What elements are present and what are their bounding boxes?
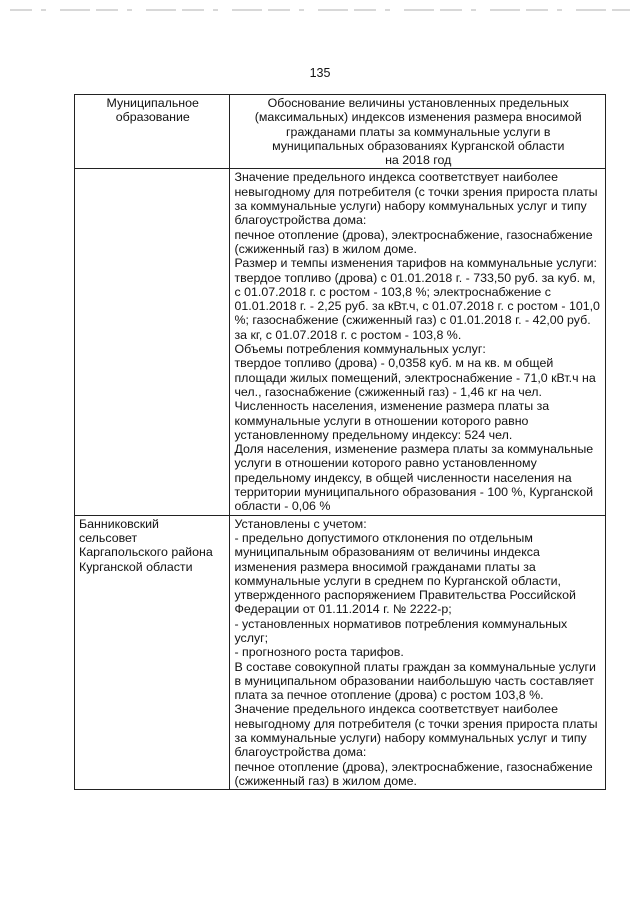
municipality-name-line: сельсовет [79, 530, 138, 545]
municipality-name-line: Банниковский [79, 516, 159, 531]
header-line: гражданами платы за коммунальные услуги в [286, 124, 551, 139]
municipality-name-line: Курганской области [79, 559, 193, 574]
row2-paragraph: Установлены с учетом: [234, 516, 367, 531]
row1-paragraph: твердое топливо (дрова) - 0,0358 куб. м на кв. м общей площади жилых помещений, электроснабжение - 71,0 кВт.ч на чел., газоснабжение (сжиженный газ) - 1,46 кг на чел. [234, 356, 596, 399]
row1-municipality-cell [75, 169, 230, 515]
row2-paragraph: Значение предельного индекса соответствует наиболее невыгодному для потребителя (с точки зрения прироста платы за коммунальные услуги) набору коммунальных услуг и типу благоустройства дома: [234, 702, 598, 760]
row1-justification-cell [230, 169, 606, 515]
row1-paragraph: твердое топливо (дрова) с 01.01.2018 г. - 733,50 руб. за куб. м, с 01.07.2018 г. с ростом - 103,8 %; электроснабжение с 01.01.2018 г. - 2,25 руб. за кВт.ч, с 01.07.2018 г. с ростом - 101,0 %; газоснабжение (сжиженный газ) с 01.01.2018 г. - 42,00 руб. за кг, с 01.07.2018 г. с ростом - 103,8 %. [234, 270, 600, 342]
row2-paragraph: печное отопление (дрова), электроснабжение, газоснабжение (сжиженный газ) в жилом доме. [234, 759, 593, 788]
row1-paragraph: Объемы потребления коммунальных услуг: [234, 342, 486, 357]
row1-paragraph: Доля населения, изменение размера платы за коммунальные услуги в отношении которого равно установленному предельному индексу, в общей численности населения на территории муниципального образования - 100 %, Курганской области - 0,06 % [234, 442, 594, 514]
header-justification [230, 95, 606, 169]
row1-paragraph: Значение предельного индекса соответствует наиболее невыгодному для потребителя (с точки зрения прироста платы за коммунальные услуги) набору коммунальных услуг и типу благоустройства дома: [234, 170, 598, 228]
row2-paragraph: В составе совокупной платы граждан за коммунальные услуги в муниципальном образовании наибольшую часть составляет плата за печное отопление (дрова) с ростом 103,8 %. [234, 659, 596, 703]
row2-municipality-cell [75, 515, 230, 790]
header-line: муниципальных образованиях Курганской области [272, 138, 565, 153]
header-municipality: Муниципальное образование [75, 95, 230, 169]
table-row [75, 515, 606, 790]
table-row [75, 169, 606, 515]
header-line: (максимальных) индексов изменения размера вносимой [254, 110, 582, 125]
page-number: 135 [309, 66, 331, 80]
justification-table [74, 94, 606, 790]
header-line: на 2018 год [385, 153, 452, 168]
row2-paragraph: - предельно допустимого отклонения по отдельным муниципальным образованиям от величины индекса изменения размера вносимой гражданами платы за коммунальные услуги в среднем по Курганской области, утвержденного распоряжением Правительства Российской Федерации от 01.11.2014 г. № 2222-р; [234, 530, 576, 617]
table-header-row [75, 95, 606, 169]
municipality-name-line: Каргапольского района [79, 545, 213, 560]
scan-artifact-top-border [0, 6, 640, 18]
row1-paragraph: Размер и темпы изменения тарифов на коммунальные услуги: [234, 256, 597, 271]
row2-paragraph: - прогнозного роста тарифов. [234, 645, 404, 660]
row1-paragraph: Численность населения, изменение размера платы за коммунальные услуги в отношении которого равно установленному предельному индексу: 524 чел. [234, 399, 550, 442]
row2-justification-cell [230, 515, 606, 790]
header-line: Обоснование величины установленных предельных [267, 96, 569, 110]
row2-paragraph: - установленных нормативов потребления коммунальных услуг; [234, 616, 568, 645]
row1-paragraph: печное отопление (дрова), электроснабжение, газоснабжение (сжиженный газ) в жилом доме. [234, 227, 593, 256]
